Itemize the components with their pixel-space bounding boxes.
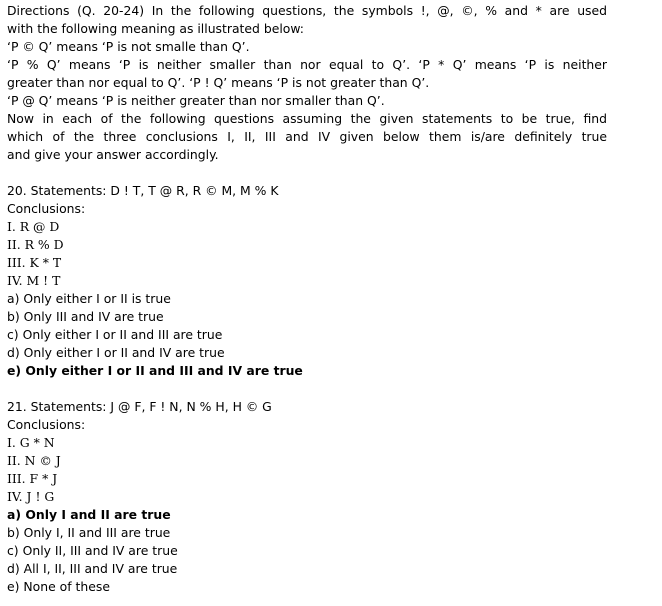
question-document	[7, 2, 607, 596]
conclusions-label: Conclusions:	[7, 417, 86, 432]
conclusion-item: I. R @ D	[7, 219, 60, 234]
correct-answer-option: a) Only I and II are true	[7, 507, 171, 522]
directions-line: ‘P % Q’ means ‘P is neither smaller than nor equal to Q’. ‘P * Q’ means ‘P is neither	[7, 57, 607, 72]
answer-option: c) Only II, III and IV are true	[7, 543, 178, 558]
directions-line: with the following meaning as illustrated below:	[7, 21, 304, 36]
correct-answer-option: e) Only either I or II and III and IV are true	[7, 363, 303, 378]
conclusion-item: II. R % D	[7, 237, 64, 252]
question-20	[7, 182, 607, 380]
spacer	[7, 164, 607, 182]
conclusion-item: III. F * J	[7, 471, 58, 486]
answer-option: c) Only either I or II and III are true	[7, 327, 223, 342]
question-statement: 20. Statements: D ! T, T @ R, R © M, M % K	[7, 183, 279, 198]
answer-option: a) Only either I or II is true	[7, 291, 171, 306]
conclusion-item: III. K * T	[7, 255, 62, 270]
answer-option: d) Only either I or II and IV are true	[7, 345, 225, 360]
directions-line: Now in each of the following questions assuming the given statements to be true, find	[7, 111, 607, 126]
answer-option: d) All I, II, III and IV are true	[7, 561, 178, 576]
directions-line: ‘P © Q’ means ‘P is not smalle than Q’.	[7, 39, 250, 54]
conclusions-label: Conclusions:	[7, 201, 86, 216]
directions-line: which of the three conclusions I, II, III and IV given below them is/are definitely true	[7, 129, 607, 144]
directions-line: Directions (Q. 20-24) In the following questions, the symbols !, @, ©, % and * are used	[7, 3, 607, 18]
question-21	[7, 398, 607, 596]
conclusion-item: IV. M ! T	[7, 273, 61, 288]
answer-option: b) Only I, II and III are true	[7, 525, 171, 540]
answer-option: b) Only III and IV are true	[7, 309, 164, 324]
conclusion-item: IV. J ! G	[7, 489, 55, 504]
conclusion-item: II. N © J	[7, 453, 61, 468]
directions-line: greater than nor equal to Q’. ‘P ! Q’ means ‘P is not greater than Q’.	[7, 75, 430, 90]
conclusion-item: I. G * N	[7, 435, 55, 450]
directions-line: ‘P @ Q’ means ‘P is neither greater than nor smaller than Q’.	[7, 93, 385, 108]
answer-option: e) None of these	[7, 579, 110, 594]
directions-line: and give your answer accordingly.	[7, 147, 219, 162]
directions-block	[7, 2, 607, 164]
question-statement: 21. Statements: J @ F, F ! N, N % H, H © G	[7, 399, 272, 414]
spacer	[7, 380, 607, 398]
